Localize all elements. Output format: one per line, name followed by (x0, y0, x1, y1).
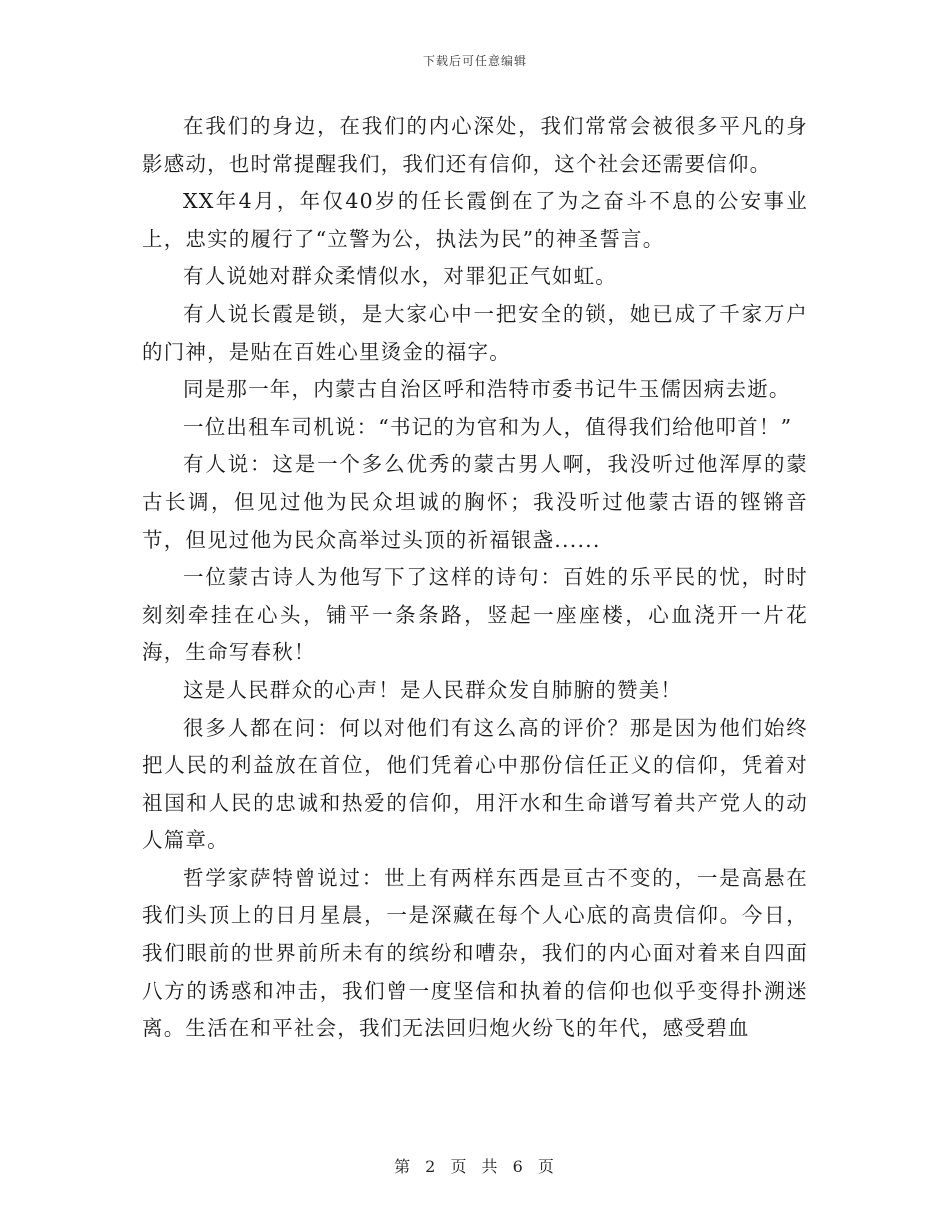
paragraph: 一位出租车司机说：“书记的为官和为人，值得我们给他叩首！” (183, 414, 793, 439)
paragraph: 同是那一年，内蒙古自治区呼和浩特市委书记牛玉儒因病去逝。 (183, 377, 791, 402)
paragraph: XX年4月，年仅40岁的任长霞倒在了为之奋斗不息的公安事业上，忠实的履行了“立警为公，执法为民”的神圣誓言。 (142, 189, 808, 251)
paragraph: 这是人民群众的心声！是人民群众发自肺腑的赞美！ (183, 677, 683, 702)
paragraph: 很多人都在问：何以对他们有这么高的评价？那是因为他们始终把人民的利益放在首位，他们凭着心中那份信任正义的信仰，凭着对祖国和人民的忠诚和热爱的信仰，用汗水和生命谱写着共产党人的动人篇章。 (142, 715, 808, 853)
paragraph: 有人说长霞是锁，是大家心中一把安全的锁，她已成了千家万户的门神，是贴在百姓心里烫金的福字。 (142, 301, 808, 364)
page-number-footer: 第 2 页 共 6 页 (394, 1157, 556, 1176)
paragraph: 一位蒙古诗人为他写下了这样的诗句：百姓的乐平民的忧，时时刻刻牵挂在心头，铺平一条条路，竖起一座座楼，心血浇开一片花海，生命写春秋！ (142, 565, 808, 665)
document-body (142, 108, 808, 1048)
page-header-note: 下载后可任意编辑 (422, 54, 527, 68)
paragraph: 哲学家萨特曾说过：世上有两样东西是亘古不变的，一是高悬在我们头顶上的日月星晨，一是深藏在每个人心底的高贵信仰。今日，我们眼前的世界前所未有的缤纷和嘈杂，我们的内心面对着来自四面八方的诱惑和冲击，我们曾一度坚信和执着的信仰也似乎变得扑溯迷离。生活在和平社会，我们无法回归炮火纷飞的年代，感受碧血 (142, 865, 808, 1041)
paragraph: 在我们的身边，在我们的内心深处，我们常常会被很多平凡的身影感动，也时常提醒我们，我们还有信仰，这个社会还需要信仰。 (142, 114, 808, 176)
paragraph: 有人说她对群众柔情似水，对罪犯正气如虹。 (183, 264, 617, 289)
paragraph: 有人说：这是一个多么优秀的蒙古男人啊，我没听过他浑厚的蒙古长调，但见过他为民众坦诚的胸怀；我没听过他蒙古语的铿锵音节，但见过他为民众高举过头顶的祈福银盏...... (142, 452, 808, 552)
